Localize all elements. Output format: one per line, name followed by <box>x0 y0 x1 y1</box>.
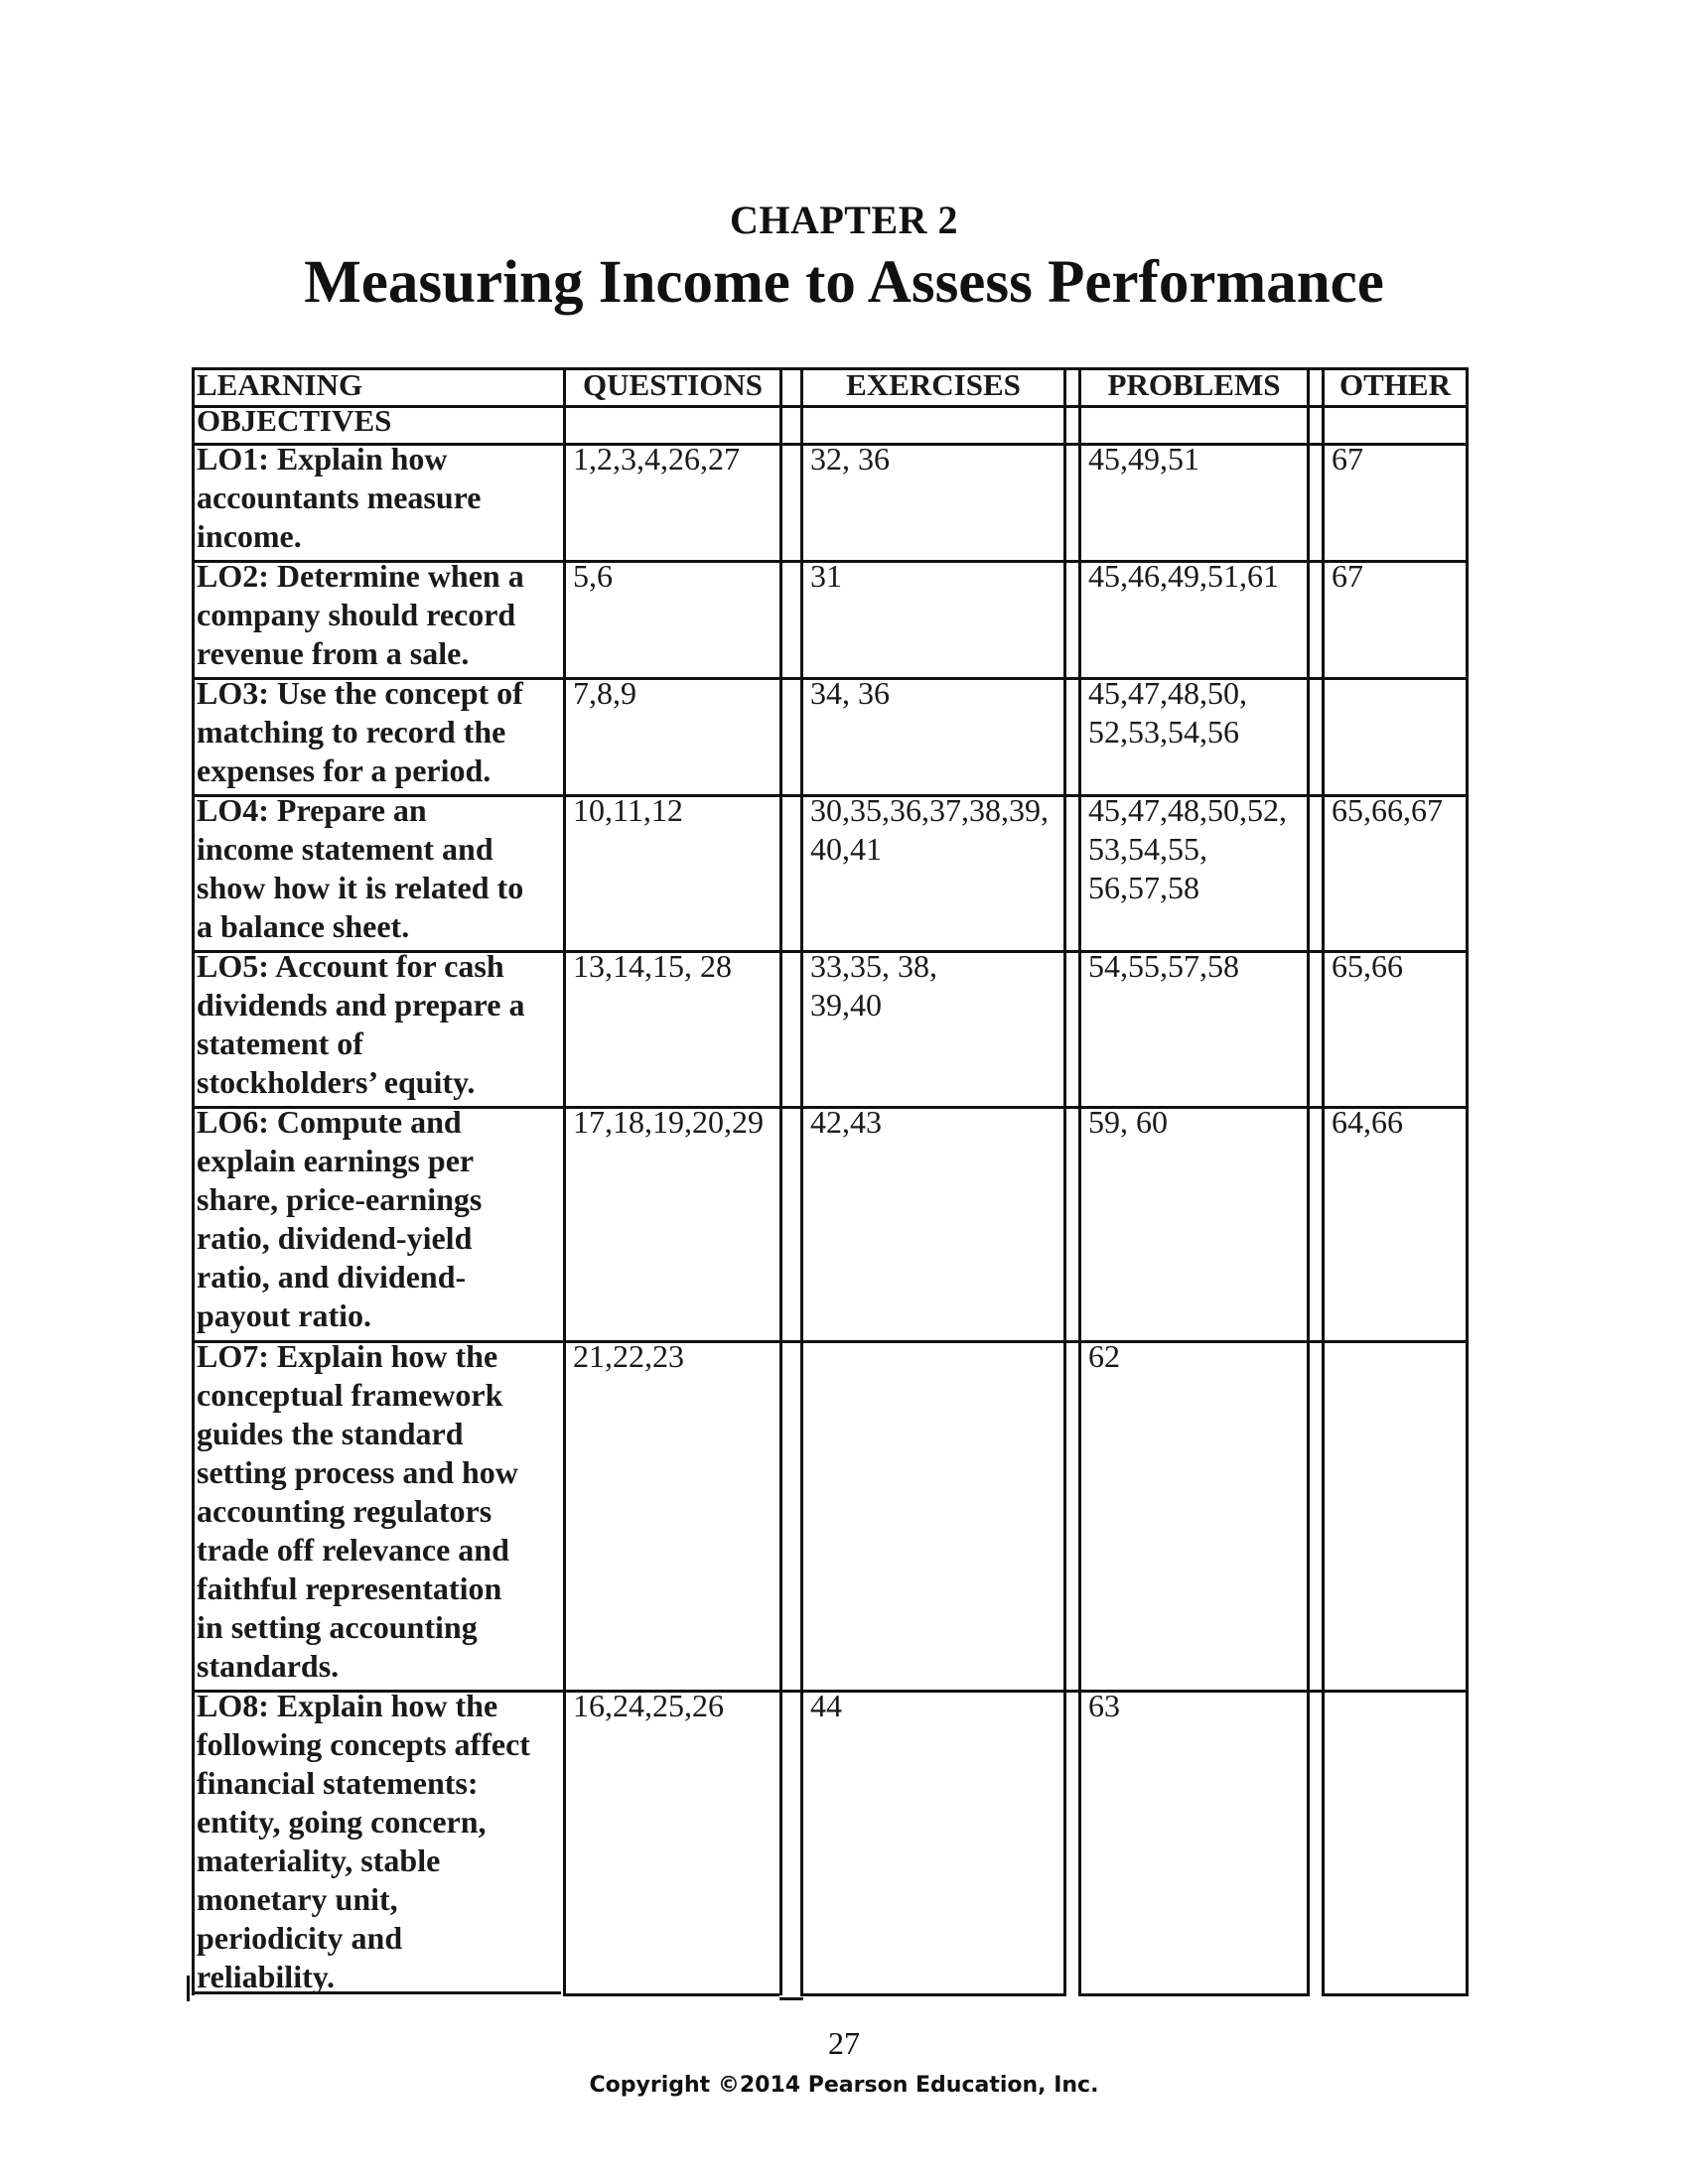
objective-lo1: LO1: Explain how accountants measure income. <box>197 441 482 554</box>
problems-lo7: 62 <box>1088 1338 1120 1374</box>
table-rule <box>800 367 803 1995</box>
questions-lo2: 5,6 <box>573 558 613 594</box>
column-header-problems: PROBLEMS <box>1107 367 1281 402</box>
problems-lo2: 45,46,49,51,61 <box>1088 558 1279 594</box>
exercises-lo3: 34, 36 <box>810 675 890 711</box>
table-rule <box>779 1997 803 2000</box>
table-rule <box>1078 1993 1310 1996</box>
column-header-objectives: OBJECTIVES <box>197 403 392 438</box>
exercises-lo6: 42,43 <box>810 1104 882 1140</box>
table-rule <box>1078 367 1081 1995</box>
column-header-other: OTHER <box>1339 367 1451 402</box>
table-rule <box>800 1993 1066 1996</box>
questions-lo4: 10,11,12 <box>573 792 683 828</box>
table-rule <box>563 367 566 1995</box>
problems-lo3: 45,47,48,50, 52,53,54,56 <box>1088 675 1247 750</box>
objective-lo6: LO6: Compute and explain earnings per share, price-earnings ratio, dividend-yield ratio, and dividend- payout ratio. <box>197 1104 483 1333</box>
objective-lo2: LO2: Determine when a company should record revenue from a sale. <box>197 558 524 671</box>
table-rule <box>563 1993 779 1996</box>
problems-lo4: 45,47,48,50,52, 53,54,55, 56,57,58 <box>1088 792 1287 905</box>
objective-lo7: LO7: Explain how the conceptual framework guides the standard setting process and how accounting regulators trade off relevance and faithful representation in setting accounting standards. <box>197 1338 518 1684</box>
questions-lo8: 16,24,25,26 <box>573 1688 724 1723</box>
exercises-lo1: 32, 36 <box>810 441 890 477</box>
problems-lo8: 63 <box>1088 1688 1120 1723</box>
table-rule <box>1063 367 1066 1995</box>
chapter-label: CHAPTER 2 <box>729 198 959 242</box>
column-header-exercises: EXERCISES <box>846 367 1021 402</box>
objective-lo5: LO5: Account for cash dividends and prepare a statement of stockholders’ equity. <box>197 948 525 1100</box>
other-lo4: 65,66,67 <box>1332 792 1443 828</box>
questions-lo5: 13,14,15, 28 <box>573 948 732 984</box>
exercises-lo8: 44 <box>810 1688 842 1723</box>
column-header-objectives: LEARNING <box>197 367 363 402</box>
questions-lo1: 1,2,3,4,26,27 <box>573 441 740 477</box>
objective-lo4: LO4: Prepare an income statement and show how it is related to a balance sheet. <box>197 792 524 944</box>
problems-lo5: 54,55,57,58 <box>1088 948 1239 984</box>
other-lo2: 67 <box>1332 558 1363 594</box>
page-title: Measuring Income to Assess Performance <box>304 249 1384 316</box>
problems-lo6: 59, 60 <box>1088 1104 1168 1140</box>
questions-lo6: 17,18,19,20,29 <box>573 1104 764 1140</box>
exercises-lo5: 33,35, 38, 39,40 <box>810 948 937 1023</box>
table-rule <box>1307 367 1310 1995</box>
objective-lo8: LO8: Explain how the following concepts affect financial statements: entity, going concern, materiality, stable monetary unit, periodicity and reliability. <box>197 1688 530 1994</box>
copyright-notice: Copyright ©2014 Pearson Education, Inc. <box>589 2073 1099 2098</box>
column-header-questions: QUESTIONS <box>583 367 763 402</box>
exercises-lo2: 31 <box>810 558 842 594</box>
table-rule <box>1322 367 1325 1995</box>
table-rule <box>1466 367 1469 1995</box>
other-lo1: 67 <box>1332 441 1363 477</box>
problems-lo1: 45,49,51 <box>1088 441 1199 477</box>
page-number: 27 <box>828 2025 860 2061</box>
table-rule <box>192 367 195 1995</box>
table-rule <box>779 367 782 1995</box>
table-rule <box>1322 1993 1469 1996</box>
questions-lo3: 7,8,9 <box>573 675 636 711</box>
other-lo6: 64,66 <box>1332 1104 1403 1140</box>
exercises-lo4: 30,35,36,37,38,39, 40,41 <box>810 792 1049 867</box>
objective-lo3: LO3: Use the concept of matching to record the expenses for a period. <box>197 675 523 788</box>
table-rule <box>187 1976 190 2001</box>
other-lo5: 65,66 <box>1332 948 1403 984</box>
questions-lo7: 21,22,23 <box>573 1338 684 1374</box>
